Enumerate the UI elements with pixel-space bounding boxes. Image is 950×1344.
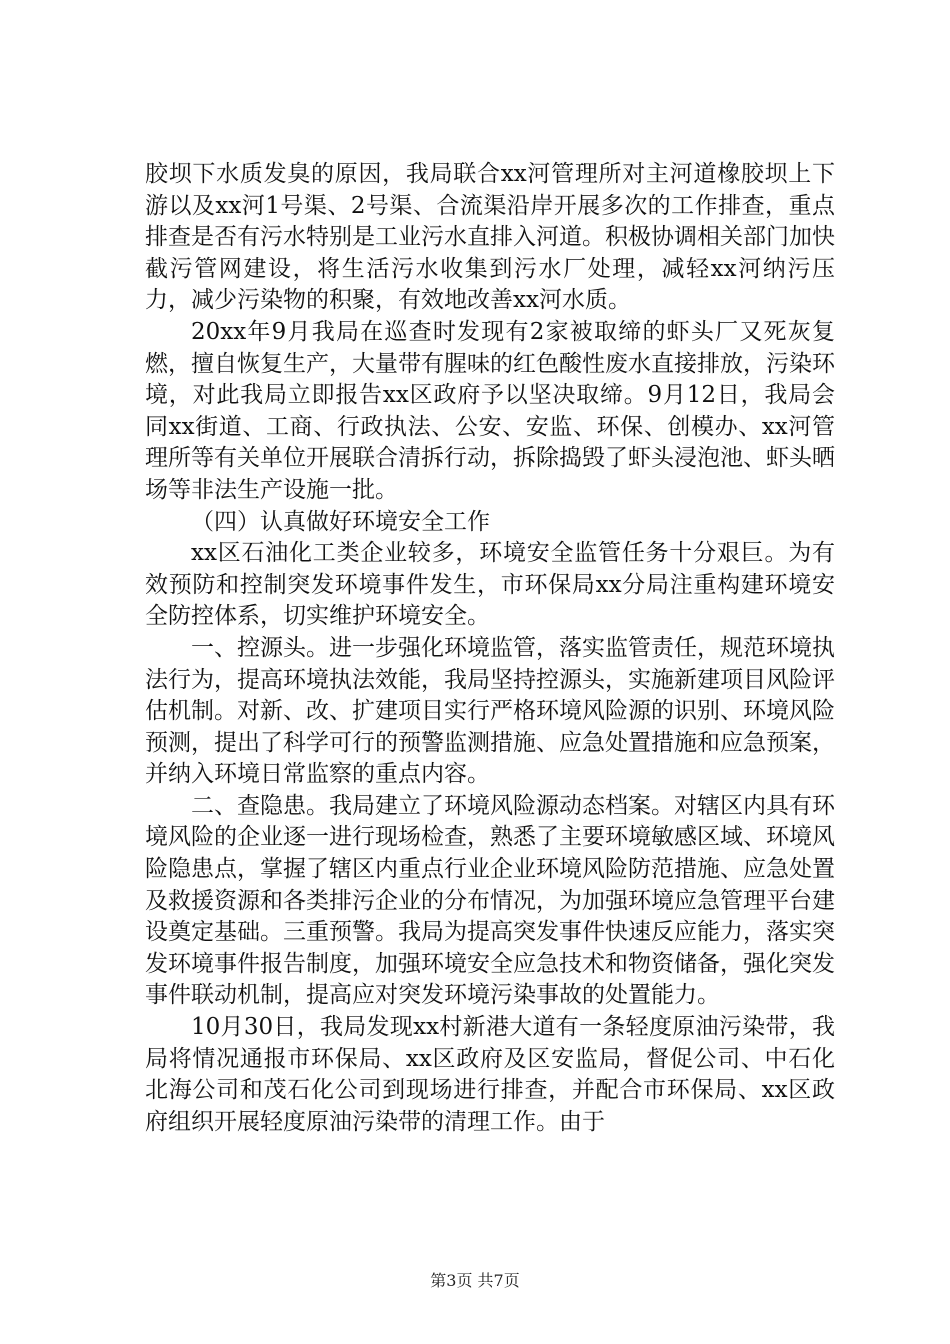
paragraph-4: 一、控源头。进一步强化环境监管，落实监管责任，规范环境执法行为，提高环境执法效能，我局坚持控源头，实施新建项目风险评估机制。对新、改、扩建项目实行严格环境风险源的识别、环境风险预测，提出了科学可行的预警监测措施、应急处置措施和应急预案，并纳入环境日常监察的重点内容。: [145, 634, 835, 788]
paragraph-5: 二、查隐患。我局建立了环境风险源动态档案。对辖区内具有环境风险的企业逐一进行现场检查，熟悉了主要环境敏感区域、环境风险隐患点，掌握了辖区内重点行业企业环境风险防范措施、应急处置及救援资源和各类排污企业的分布情况，为加强环境应急管理平台建设奠定基础。三重预警。我局为提高突发事件快速反应能力，落实突发环境事件报告制度，加强环境安全应急技术和物资储备，强化突发事件联动机制，提高应对突发环境污染事故的处置能力。: [145, 792, 835, 1009]
page-number: 第3页 共7页: [430, 1271, 520, 1290]
paragraph-3: xx区石油化工类企业较多，环境安全监管任务十分艰巨。为有效预防和控制突发环境事件发生，市环保局xx分局注重构建环境安全防控体系，切实维护环境安全。: [145, 540, 835, 630]
paragraph-6: 10月30日，我局发现xx村新港大道有一条轻度原油污染带，我局将情况通报市环保局、xx区政府及区安监局，督促公司、中石化北海公司和茂石化公司到现场进行排查，并配合市环保局、xx区政府组织开展轻度原油污染带的清理工作。由于: [145, 1014, 835, 1135]
document-body: [145, 159, 835, 1138]
section-heading: （四）认真做好环境安全工作: [191, 508, 490, 535]
paragraph-1: 胶坝下水质发臭的原因，我局联合xx河管理所对主河道橡胶坝上下游以及xx河1号渠、2号渠、合流渠沿岸开展多次的工作排查，重点排查是否有污水特别是工业污水直排入河道。积极协调相关部门加快截污管网建设，将生活污水收集到污水厂处理，减轻xx河纳污压力，减少污染物的积聚，有效地改善xx河水质。: [145, 161, 835, 314]
paragraph-2: 20xx年9月我局在巡查时发现有2家被取缔的虾头厂又死灰复燃，擅自恢复生产，大量带有腥味的红色酸性废水直接排放，污染环境，对此我局立即报告xx区政府予以坚决取缔。9月12日，我局会同xx街道、工商、行政执法、公安、安监、环保、创模办、xx河管理所等有关单位开展联合清拆行动，拆除捣毁了虾头浸泡池、虾头晒场等非法生产设施一批。: [145, 318, 835, 503]
